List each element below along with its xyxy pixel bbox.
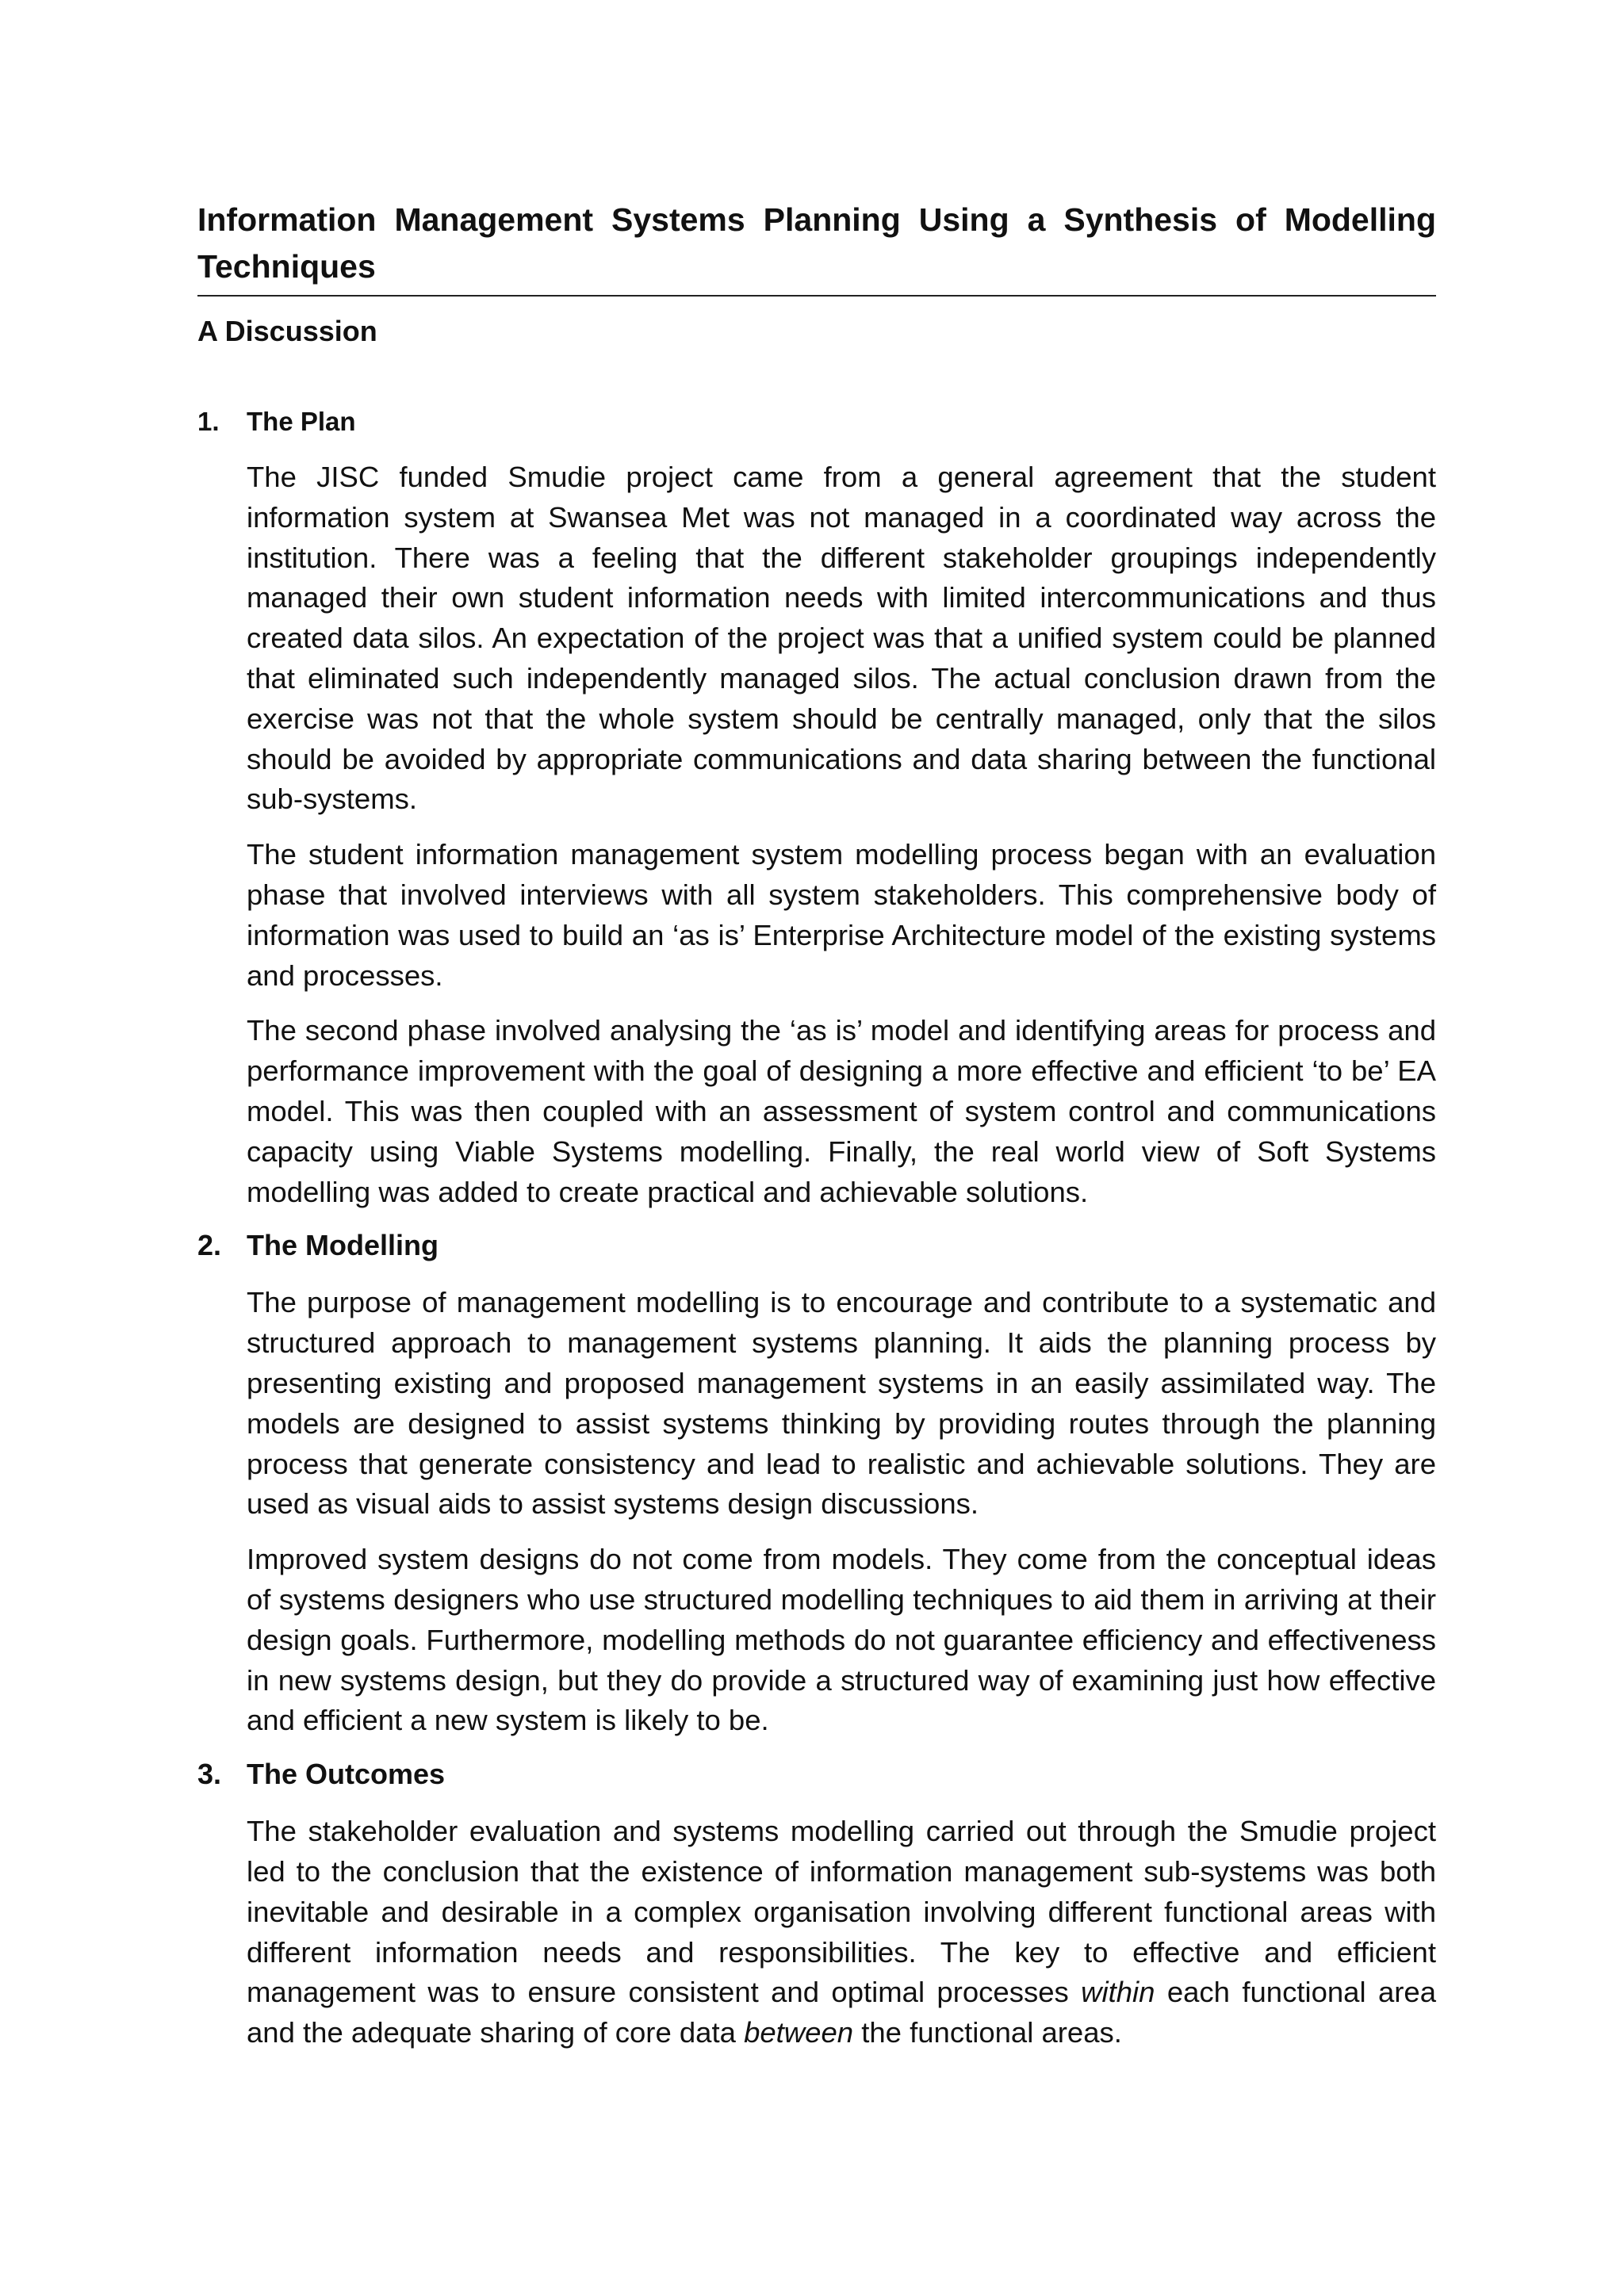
paragraph: The purpose of management modelling is to encourage and contribute to a systematic and structured approach to management systems planning. It aids the planning process by presenting existing and proposed management systems in an easily assimilated way. The models are designed to assist systems thinking by providing routes through the planning process that generate consistency and lead to realistic and achievable solutions. They are used as visual aids to assist systems design discussions.: [247, 1286, 1436, 1521]
document-subtitle: A Discussion: [197, 315, 377, 347]
section-number: 1.: [197, 407, 220, 436]
paragraph: The JISC funded Smudie project came from a general agreement that the student information system at Swansea Met was not managed in a coordinated way across the institution. There was a feeling that the different stakeholder groupings independently managed their own student information needs with limited intercommunications and thus created data silos. An expectation of the project was that a unified system could be planned that eliminated such independently managed silos. The actual conclusion drawn from the exercise was not that the whole system should be centrally managed, only that the silos should be avoided by appropriate communications and data sharing between the functional sub-systems.: [247, 461, 1436, 816]
section-heading-label: The Modelling: [247, 1229, 439, 1262]
document-page: [197, 197, 1436, 2053]
section-heading-label: The Outcomes: [247, 1758, 446, 1791]
paragraph-text: the functional areas.: [853, 2016, 1122, 2049]
paragraph: [197, 1812, 1436, 2053]
document-title: Information Management Systems Planning Using a Synthesis of Modelling Techniques: [197, 197, 1436, 297]
section-the-outcomes: [197, 1755, 1436, 2053]
paragraph-text: each functional area and the adequate sharing of core data: [247, 1976, 1436, 2049]
emphasis-text: within: [1081, 1976, 1155, 2009]
section-heading: [197, 1226, 1436, 1265]
section-the-plan: [197, 404, 1436, 1212]
section-the-modelling: [197, 1226, 1436, 1741]
paragraph: The student information management system modelling process began with an evaluation phase that involved interviews with all system stakeholders. This comprehensive body of information was used to build an ‘as is’ Enterprise Architecture model of the existing systems and processes.: [247, 838, 1436, 992]
section-heading-label: The Plan: [247, 407, 356, 436]
paragraph-text: The stakeholder evaluation and systems modelling carried out through the Smudie project led to the conclusion that the existence of information management sub-systems was both inevitable and desirable in a complex organisation involving different functional areas with different information needs and responsibilities. The key to effective and efficient management was to ensure consistent and optimal processes: [247, 1815, 1436, 2009]
section-heading: [197, 1755, 1436, 1793]
section-heading: [197, 404, 1436, 439]
section-number: 2.: [197, 1229, 222, 1262]
paragraph: Improved system designs do not come from models. They come from the conceptual ideas of systems designers who use structured modelling techniques to aid them in arriving at their design goals. Furthermore, modelling methods do not guarantee efficiency and effectiveness in new systems design, but they do provide a structured way of examining just how effective and efficient a new system is likely to be.: [247, 1543, 1436, 1737]
section-number: 3.: [197, 1758, 222, 1791]
paragraph: The second phase involved analysing the ‘as is’ model and identifying areas for process and performance improvement with the goal of designing a more effective and efficient ‘to be’ EA model. This was then coupled with an assessment of system control and communications capacity using Viable Systems modelling. Finally, the real world view of Soft Systems modelling was added to create practical and achievable solutions.: [247, 1014, 1436, 1208]
emphasis-text: between: [744, 2016, 854, 2049]
